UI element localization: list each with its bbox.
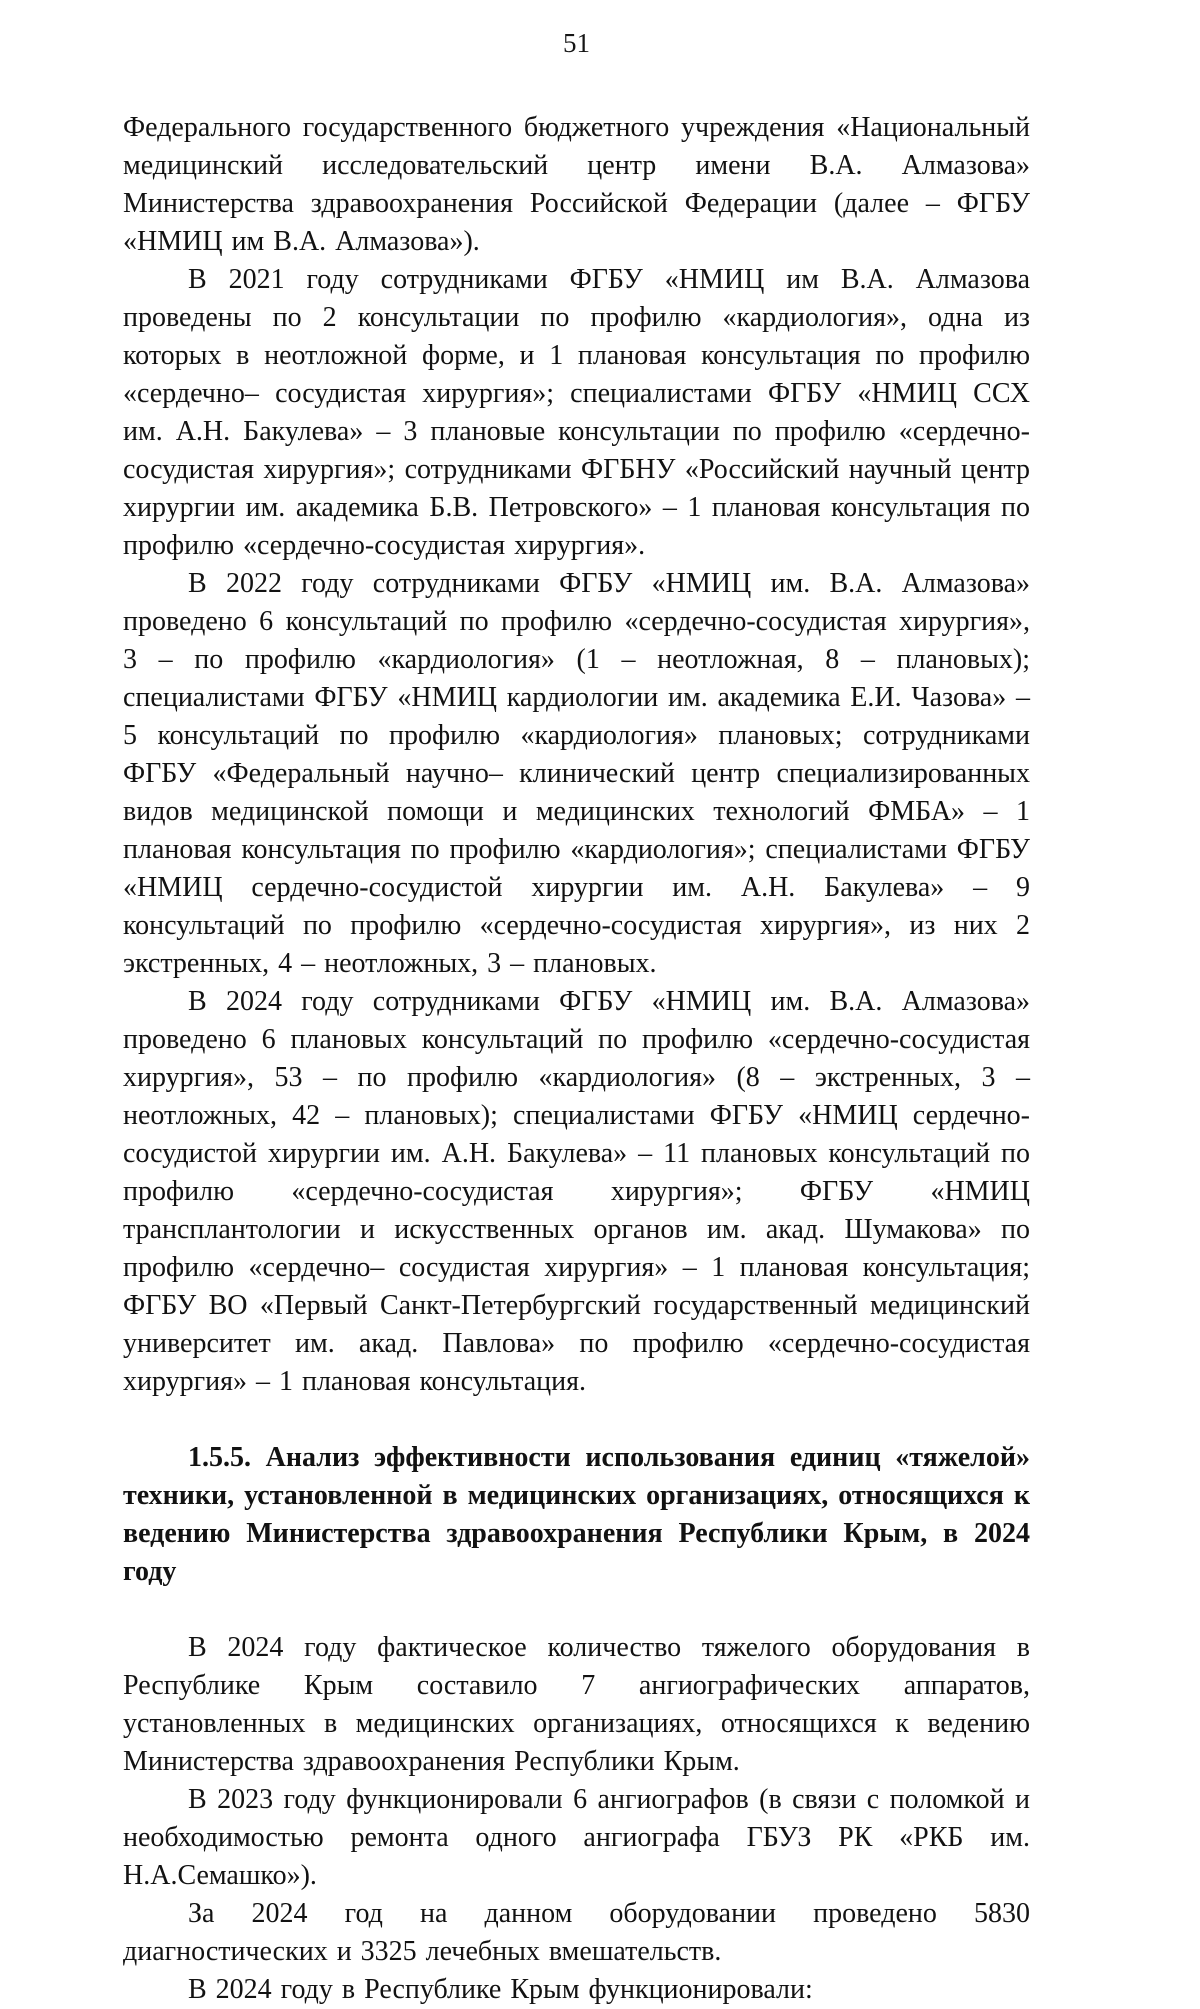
page-number: 51 (563, 28, 590, 58)
paragraph-2024-functioning-intro: В 2024 году в Республике Крым функционировали: (188, 1974, 813, 2005)
paragraph-2024-equipment: В 2024 году фактическое количество тяжелого оборудования в Республике Крым составило 7 ангиографических аппаратов, установленных в медицинских организациях, относящихся к ведению Министерства здравоохранения Республики Крым. (123, 1632, 1030, 1777)
document-content (123, 109, 1030, 2009)
paragraph-2024-consultations: В 2024 году сотрудниками ФГБУ «НМИЦ им. В.А. Алмазова» проведено 6 плановых консультаций по профилю «сердечно-сосудистая хирургия», 53 – по профилю «кардиология» (8 – экстренных, 3 – неотложных, 42 – плановых); специалистами ФГБУ «НМИЦ сердечно-сосудистой хирургии им. А.Н. Бакулева» – 11 плановых консультаций по профилю «сердечно-сосудистая хирургия»; ФГБУ «НМИЦ трансплантологии и искусственных органов им. акад. Шумакова» по профилю «сердечно– сосудистая хирургия» – 1 плановая консультация; ФГБУ ВО «Первый Санкт-Петербургский государственный медицинский университет им. акад. Павлова» по профилю «сердечно-сосудистая хирургия» – 1 плановая консультация. (123, 986, 1030, 1397)
paragraph-2021-consultations: В 2021 году сотрудниками ФГБУ «НМИЦ им В.А. Алмазова проведены по 2 консультации по профилю «кардиология», одна из которых в неотложной форме, и 1 плановая консультация по профилю «сердечно– сосудистая хирургия»; специалистами ФГБУ «НМИЦ ССХ им. А.Н. Бакулева» – 3 плановые консультации по профилю «сердечно-сосудистая хирургия»; сотрудниками ФГБНУ «Российский научный центр хирургии им. академика Б.В. Петровского» – 1 плановая консультация по профилю «сердечно-сосудистая хирургия». (123, 264, 1030, 561)
paragraph-2024-procedures: За 2024 год на данном оборудовании проведено 5830 диагностических и 3325 лечебных вмешательств. (123, 1898, 1030, 1967)
paragraph-continuation: Федерального государственного бюджетного учреждения «Национальный медицинский исследовательский центр имени В.А. Алмазова» Министерства здравоохранения Российской Федерации (далее – ФГБУ «НМИЦ им В.А. Алмазова»). (123, 112, 1030, 257)
paragraph-2022-consultations: В 2022 году сотрудниками ФГБУ «НМИЦ им. В.А. Алмазова» проведено 6 консультаций по профилю «сердечно-сосудистая хирургия», 3 – по профилю «кардиология» (1 – неотложная, 8 – плановых); специалистами ФГБУ «НМИЦ кардиологии им. академика Е.И. Чазова» – 5 консультаций по профилю «кардиология» плановых; сотрудниками ФГБУ «Федеральный научно– клинический центр специализированных видов медицинской помощи и медицинских технологий ФМБА» – 1 плановая консультация по профилю «кардиология»; специалистами ФГБУ «НМИЦ сердечно-сосудистой хирургии им. А.Н. Бакулева» – 9 консультаций по профилю «сердечно-сосудистая хирургия», из них 2 экстренных, 4 – неотложных, 3 – плановых. (123, 568, 1030, 979)
section-heading-1-5-5: 1.5.5. Анализ эффективности использования единиц «тяжелой» техники, установленной в медицинских организациях, относящихся к ведению Министерства здравоохранения Республики Крым, в 2024 году (123, 1442, 1030, 1587)
paragraph-2023-angiographs: В 2023 году функционировали 6 ангиографов (в связи с поломкой и необходимостью ремонта одного ангиографа ГБУЗ РК «РКБ им. Н.А.Семашко»). (123, 1784, 1030, 1891)
